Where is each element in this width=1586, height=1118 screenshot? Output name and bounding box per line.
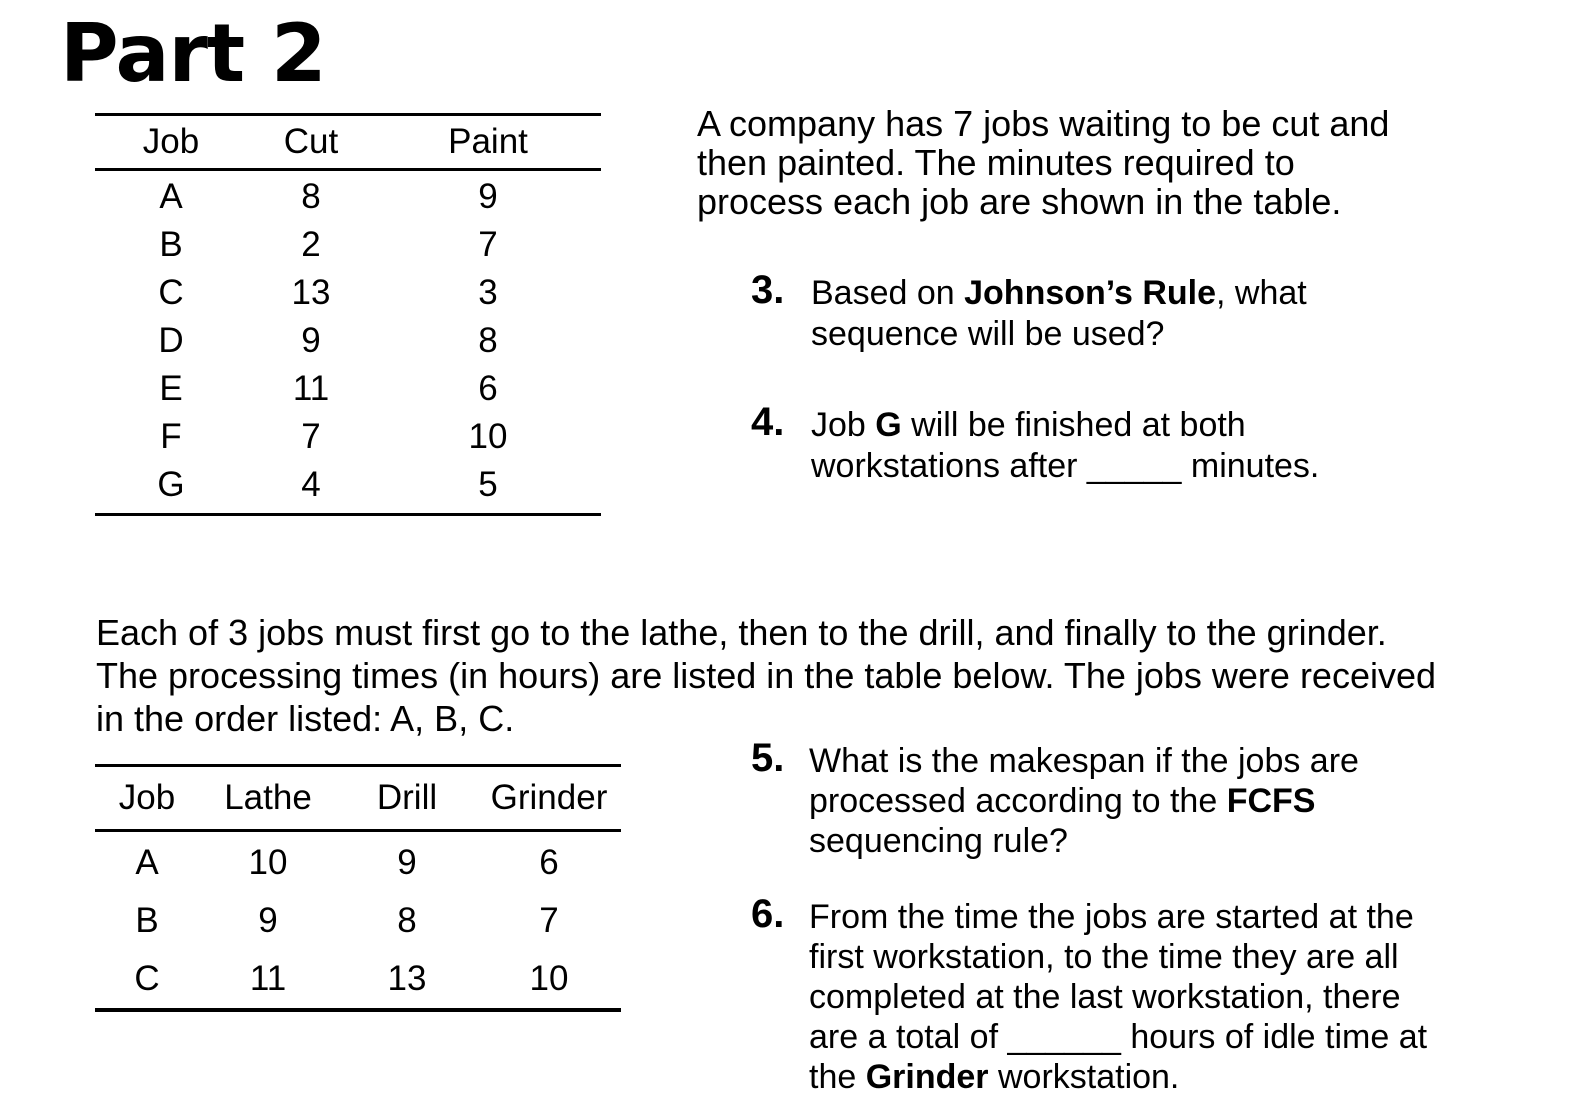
text-line: A company has 7 jobs waiting to be cut and (697, 103, 1390, 144)
table-cell: 11 (292, 369, 330, 408)
problem-intro-cut-paint (697, 104, 1557, 221)
job-times-table-lathe-drill-grinder (95, 764, 621, 1012)
question-number: 3. (751, 268, 785, 312)
question-text-line-2: workstations after _____ minutes. (811, 447, 1320, 485)
question-number: 4. (751, 400, 785, 444)
table-cell: B (135, 901, 159, 940)
column-header: Job (95, 115, 247, 170)
bold-term: FCFS (1226, 782, 1316, 820)
table-cell: F (160, 417, 182, 456)
table-cell: 7 (301, 417, 321, 456)
table-cell: B (159, 225, 183, 264)
table-cell: C (158, 273, 184, 312)
table-cell: 9 (397, 843, 417, 882)
problem-intro-lathe-drill-grinder (96, 611, 1536, 740)
job-times-table-cut-paint (95, 113, 601, 516)
table-cell: G (157, 465, 185, 504)
table-cell: 7 (539, 901, 559, 940)
column-header: Cut (247, 115, 375, 170)
question-text-line-2: sequence will be used? (811, 315, 1165, 353)
table-cell: 6 (539, 843, 559, 882)
bold-term: Grinder (865, 1058, 989, 1096)
text-span: Job (811, 406, 876, 444)
text-span: will be finished at both (901, 406, 1246, 444)
text-span: processed according to the (809, 782, 1227, 820)
table-header-row (95, 115, 601, 170)
text-span: , what (1216, 274, 1307, 312)
question-6 (751, 892, 1471, 1097)
text-line: then painted. The minutes required to (697, 142, 1295, 183)
table-row (95, 413, 601, 461)
text-span: Based on (811, 274, 965, 312)
table-cell: 9 (301, 321, 321, 360)
table-cell: 11 (249, 959, 287, 998)
table-cell: 9 (478, 177, 498, 216)
table-cell: 3 (478, 273, 498, 312)
table-cell: 8 (301, 177, 321, 216)
table-row (95, 950, 621, 1010)
table-row (95, 221, 601, 269)
table-cell: 13 (291, 273, 331, 312)
question-text-line-3: sequencing rule? (809, 822, 1068, 860)
question-number: 6. (751, 892, 785, 936)
text-line: process each job are shown in the table. (697, 181, 1342, 222)
table-cell: 10 (529, 959, 569, 998)
table-cell: C (134, 959, 160, 998)
table-cell: 9 (258, 901, 278, 940)
table-cell: 10 (468, 417, 508, 456)
table-header-row (95, 766, 621, 831)
question-text (811, 273, 1451, 314)
column-header: Job (95, 766, 199, 831)
text-line: Each of 3 jobs must first go to the lathe, then to the drill, and finally to the grinder. (96, 612, 1387, 653)
table-cell: 10 (248, 843, 288, 882)
question-text (811, 405, 1451, 446)
table-cell: 7 (478, 225, 498, 264)
table-cell: 6 (478, 369, 498, 408)
page-title: Part 2 (60, 7, 326, 100)
bold-term: G (875, 406, 902, 444)
column-header: Grinder (477, 766, 621, 831)
question-text-line-5 (809, 1057, 1471, 1097)
question-text-line-4: are a total of ______ hours of idle time at (809, 1018, 1428, 1056)
question-text-line-2 (809, 781, 1471, 821)
table-row (95, 269, 601, 317)
text-span: the (809, 1058, 866, 1096)
column-header: Paint (375, 115, 601, 170)
table-cell: A (135, 843, 159, 882)
question-5 (751, 736, 1471, 861)
text-line: The processing times (in hours) are listed in the table below. The jobs were received (96, 655, 1437, 696)
table-row (95, 892, 621, 950)
table-cell: A (159, 177, 183, 216)
table-row (95, 170, 601, 222)
question-4 (751, 400, 1451, 487)
table-cell: 8 (397, 901, 417, 940)
table-cell: 4 (301, 465, 321, 504)
table-cell: E (159, 369, 183, 408)
question-text-line-3: completed at the last workstation, there (809, 978, 1401, 1016)
column-header: Drill (337, 766, 477, 831)
bold-term: Johnson’s Rule (964, 274, 1217, 312)
question-text: From the time the jobs are started at the (809, 898, 1414, 936)
table-row (95, 365, 601, 413)
table-cell: 5 (478, 465, 498, 504)
column-header: Lathe (199, 766, 337, 831)
table-row (95, 317, 601, 365)
text-span: workstation. (988, 1058, 1180, 1096)
table-cell: 2 (301, 225, 321, 264)
question-number: 5. (751, 736, 785, 780)
table-row (95, 461, 601, 515)
table-cell: D (158, 321, 184, 360)
table-cell: 8 (478, 321, 498, 360)
table-row (95, 831, 621, 893)
question-text: What is the makespan if the jobs are (809, 742, 1359, 780)
table-cell: 13 (387, 959, 427, 998)
text-line: in the order listed: A, B, C. (96, 698, 515, 739)
question-text-line-2: first workstation, to the time they are all (809, 938, 1399, 976)
question-3 (751, 268, 1451, 355)
